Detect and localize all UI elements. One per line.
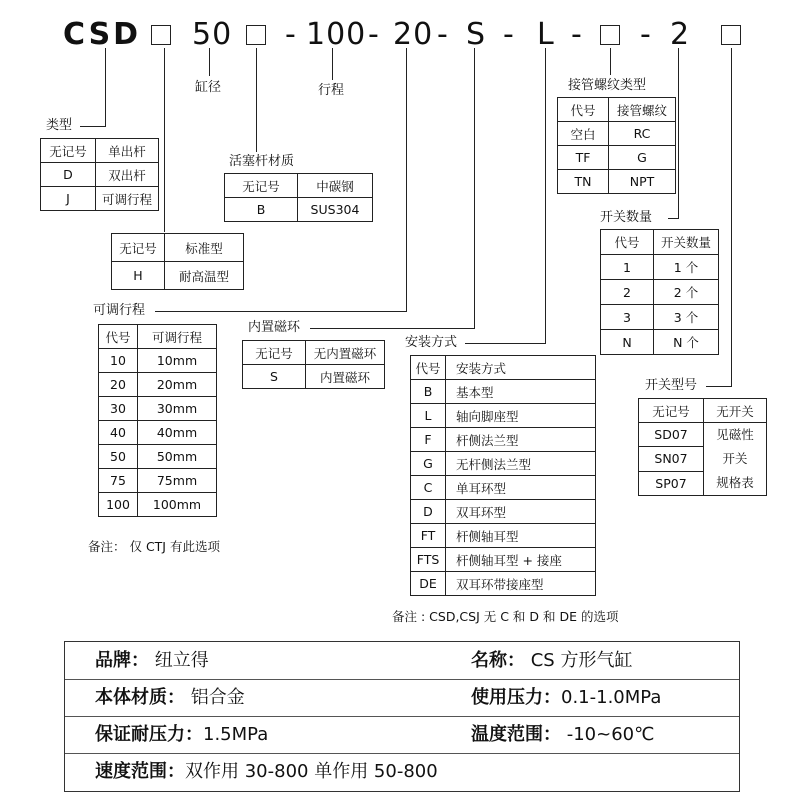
connector-adjustable [406, 48, 407, 311]
code-adjustable: 20 [393, 17, 434, 52]
connector-switch-count [678, 48, 679, 218]
table-row: 10 10mm [99, 349, 217, 373]
table-row: 无记号 单出杆 [41, 139, 159, 163]
code-dash: - [285, 17, 296, 52]
table-row: 2 2 个 [601, 280, 719, 305]
table-header: 代号 开关数量 [601, 230, 719, 255]
note-adjustable: 备注： 仅 CTJ 有此选项 [88, 539, 220, 554]
table-row: 3 3 个 [601, 305, 719, 330]
connector-switch-model [706, 386, 732, 387]
code-dash: - [368, 17, 379, 52]
thread-table [557, 97, 676, 194]
label-stroke: 行程 [318, 83, 345, 98]
table-header: 代号 安装方式 [411, 356, 596, 380]
spec-box [64, 641, 740, 792]
code-switch-count: 2 [670, 17, 691, 52]
code-stroke: 100 [306, 17, 367, 52]
label-type: 类型 [46, 118, 73, 133]
table-row: FTS 杆侧轴耳型 + 接座 [411, 548, 596, 572]
table-row: 75 75mm [99, 469, 217, 493]
table-row: N N 个 [601, 330, 719, 355]
table-row: 100 100mm [99, 493, 217, 517]
code-magnet: S [466, 17, 487, 52]
table-row: B SUS304 [225, 198, 373, 222]
label-thread: 接管螺纹类型 [568, 78, 647, 93]
table-row: B 基本型 [411, 380, 596, 404]
table-header: 代号 接管螺纹 [558, 98, 676, 122]
code-slot-switch-model [721, 25, 741, 45]
table-row: 无记号 中碳钢 [225, 174, 373, 198]
code-bore: 50 [192, 17, 233, 52]
label-switch-count: 开关数量 [600, 210, 653, 225]
code-dash: - [503, 17, 514, 52]
mount-table [410, 355, 596, 596]
code-dash: - [571, 17, 582, 52]
temperature-table [111, 233, 244, 290]
spec-name: 名称： CS 方形气缸 [471, 650, 633, 671]
label-magnet: 内置磁环 [248, 320, 301, 335]
spec-row [65, 753, 739, 790]
spec-row [65, 642, 739, 680]
table-row: S 内置磁环 [243, 365, 385, 389]
table-row: 1 1 个 [601, 255, 719, 280]
table-row: 30 30mm [99, 397, 217, 421]
table-header: 代号 可调行程 [99, 325, 217, 349]
table-row: FT 杆侧轴耳型 [411, 524, 596, 548]
spec-material: 本体材质： 铝合金 [95, 687, 245, 708]
connector-switch-count [668, 218, 679, 219]
code-prefix: CSD [63, 17, 142, 52]
rod-material-table [224, 173, 373, 222]
table-row: 无记号 无开关 [639, 399, 767, 423]
table-row: 无记号 标准型 [112, 234, 244, 262]
table-row: L 轴向脚座型 [411, 404, 596, 428]
table-row: SD07 见磁性 开关 规格表 [639, 423, 767, 447]
connector-thread [610, 48, 611, 75]
table-row: DE 双耳环带接座型 [411, 572, 596, 596]
connector-type [105, 48, 106, 126]
spec-proof-pressure: 保证耐压力：1.5MPa [95, 724, 269, 745]
table-row: D 双出杆 [41, 163, 159, 187]
table-row: 20 20mm [99, 373, 217, 397]
switch-model-table [638, 398, 767, 496]
connector-mount [465, 343, 546, 344]
label-rod-material: 活塞杆材质 [229, 154, 295, 169]
spec-speed: 速度范围：双作用 30-800 单作用 50-800 [95, 761, 438, 782]
label-mount: 安装方式 [405, 335, 458, 350]
code-slot-thread [600, 25, 620, 45]
table-row: 空白 RC [558, 122, 676, 146]
connector-magnet [310, 328, 475, 329]
table-row: G 无杆侧法兰型 [411, 452, 596, 476]
label-switch-model: 开关型号 [645, 378, 698, 393]
table-row: SN07 [639, 447, 767, 471]
adjustable-stroke-table [98, 324, 217, 517]
table-row: C 单耳环型 [411, 476, 596, 500]
table-row: D 双耳环型 [411, 500, 596, 524]
table-row: 无记号 无内置磁环 [243, 341, 385, 365]
connector-bore [209, 48, 210, 76]
table-row: F 杆侧法兰型 [411, 428, 596, 452]
table-row: TF G [558, 146, 676, 170]
type-table [40, 138, 159, 211]
code-mount: L [537, 17, 555, 52]
switch-model-note: 见磁性 开关 规格表 [704, 423, 767, 496]
connector-type [80, 126, 106, 127]
table-row: 50 50mm [99, 445, 217, 469]
code-slot-temperature [246, 25, 266, 45]
table-row: H 耐高温型 [112, 262, 244, 290]
table-row: TN NPT [558, 170, 676, 194]
code-slot-type [151, 25, 171, 45]
connector-temperature [164, 48, 165, 232]
table-row: 40 40mm [99, 421, 217, 445]
spec-pressure: 使用压力：0.1-1.0MPa [471, 687, 662, 708]
table-row: J 可调行程 [41, 187, 159, 211]
spec-row [65, 679, 739, 717]
connector-adjustable [155, 311, 407, 312]
code-dash: - [640, 17, 651, 52]
magnet-table [242, 340, 385, 389]
code-dash: - [437, 17, 448, 52]
label-adjustable-stroke: 可调行程 [93, 303, 146, 318]
connector-mount [545, 48, 546, 343]
connector-rod-material [256, 48, 257, 152]
connector-stroke [332, 48, 333, 80]
label-bore: 缸径 [195, 80, 222, 95]
spec-temperature: 温度范围： -10~60℃ [471, 724, 655, 745]
spec-brand: 品牌： 纽立得 [95, 650, 209, 671]
table-row: SP07 [639, 471, 767, 495]
spec-row [65, 716, 739, 754]
connector-switch-model [731, 48, 732, 386]
switch-count-table [600, 229, 719, 355]
connector-magnet [474, 48, 475, 328]
note-mount: 备注 : CSD,CSJ 无 C 和 D 和 DE 的选项 [392, 609, 619, 624]
